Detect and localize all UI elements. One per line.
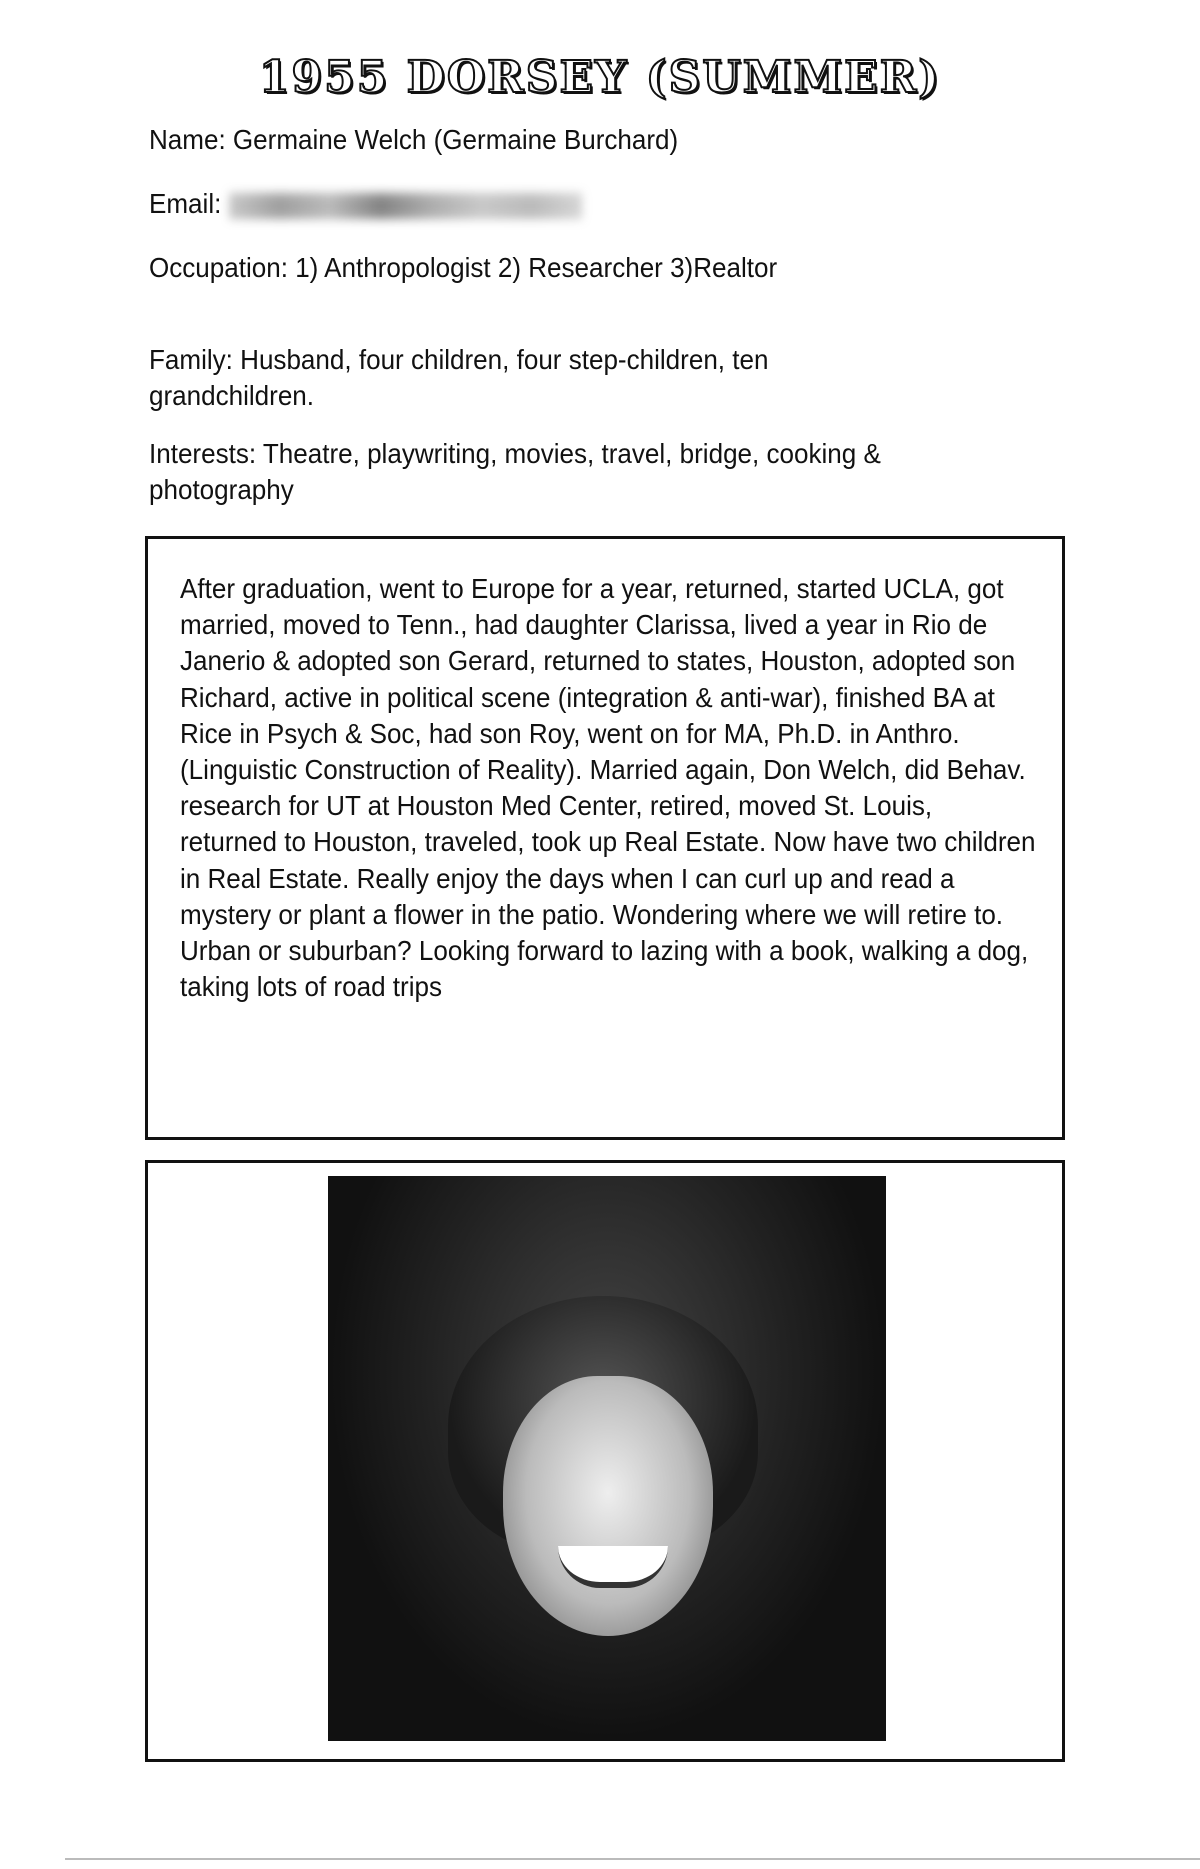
photo-frame bbox=[145, 1160, 1065, 1762]
redacted-email bbox=[229, 193, 582, 219]
name-field: Name: Germaine Welch (Germaine Burchard) bbox=[149, 124, 679, 155]
portrait-photo bbox=[328, 1176, 886, 1741]
email-field bbox=[149, 186, 1005, 222]
family-field: Family: Husband, four children, four step-children, ten grandchildren. bbox=[149, 344, 769, 411]
email-label: Email: bbox=[149, 188, 222, 219]
photo-face bbox=[503, 1376, 713, 1636]
biography-box bbox=[145, 536, 1065, 1140]
occupation-field: Occupation: 1) Anthropologist 2) Researcher 3)Realtor bbox=[149, 252, 778, 283]
interests-field: Interests: Theatre, playwriting, movies, travel, bridge, cooking & photography bbox=[149, 438, 881, 505]
page-edge-line bbox=[65, 1858, 1200, 1860]
page-title: 1955 DORSEY (SUMMER) bbox=[258, 52, 942, 103]
biography-text: After graduation, went to Europe for a year, returned, started UCLA, got married, moved to Tenn., had daughter Clarissa, lived a year in Rio de Janerio & adopted son Gerard, returned to states, Houston, adopted son Richard, active in political scene (integration & anti-war), finished BA at Rice in Psych & Soc, had son Roy, went on for MA, Ph.D. in Anthro. (Linguistic Construction of Reality). Married again, Don Welch, did Behav. research for UT at Houston Med Center, retired, moved St. Louis, returned to Houston, traveled, took up Real Estate. Now have two children in Real Estate. Really enjoy the days when I can curl up and read a mystery or plant a flower in the patio. Wondering where we will retire to. Urban or suburban? Looking forward to lazing with a book, walking a dog, taking lots of road trips bbox=[180, 573, 1036, 1003]
